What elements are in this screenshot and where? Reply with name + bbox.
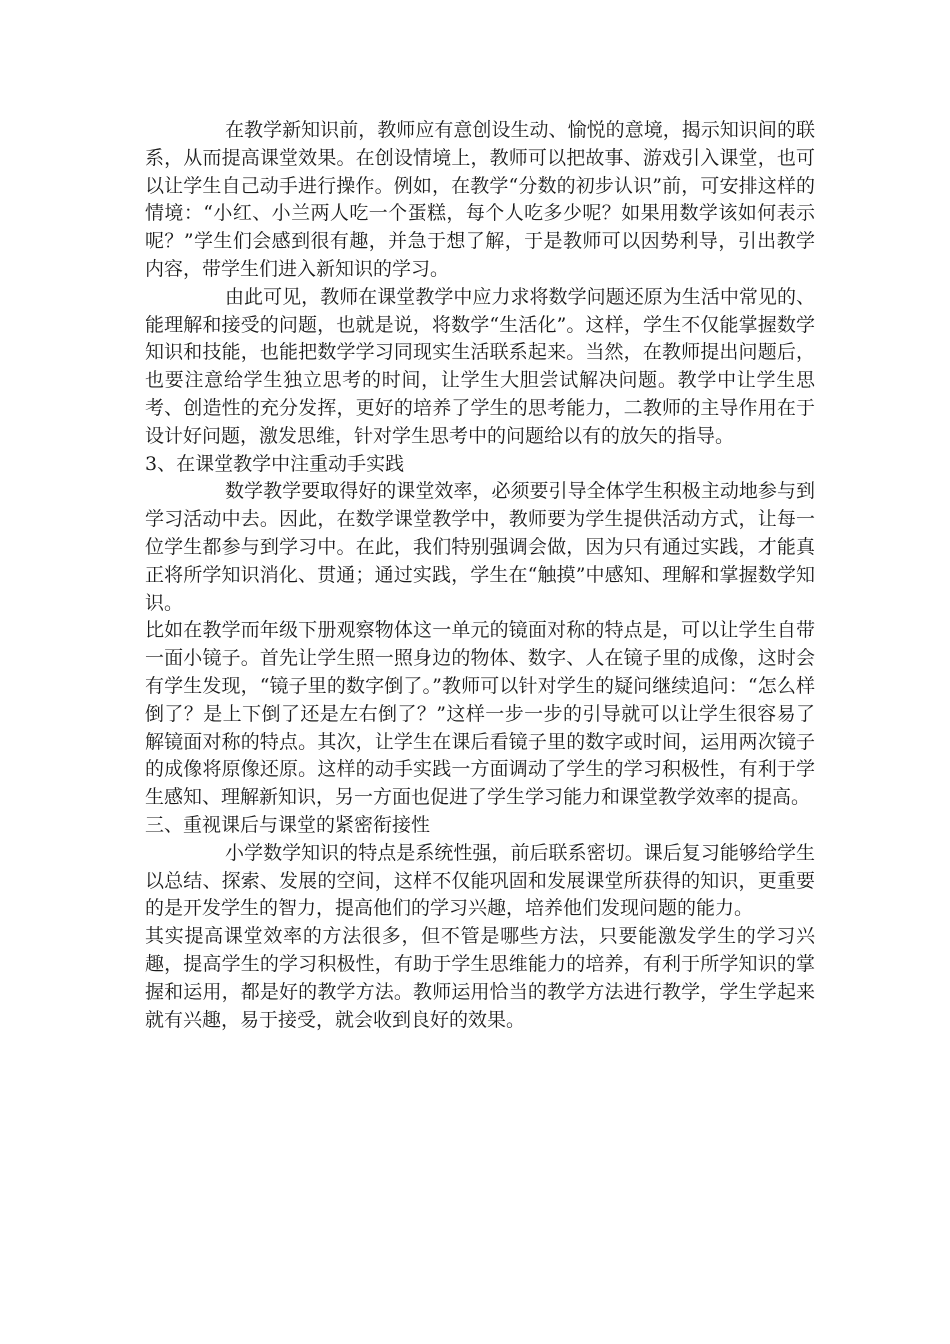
heading-after-class: 三、重视课后与课堂的紧密衔接性 bbox=[145, 813, 431, 836]
paragraph-life-math: 由此可见，教师在课堂教学中应力求将数学问题还原为生活中常见的、能理解和接受的问题，也就是说，将数学“生活化”。这样，学生不仅能掌握数学知识和技能，也能把数学学习同现实生活联系起来。当然，在教师提出问题后，也要注意给学生独立思考的时间，让学生大胆尝试解决问题。教学中让学生思考、创造性的充分发挥，更好的培养了学生的思考能力，二教师的主导作用在于设计好问题，激发思维，针对学生思考中的问题给以有的放矢的指导。 bbox=[145, 285, 815, 447]
paragraph-scenario: 在教学新知识前，教师应有意创设生动、愉悦的意境，揭示知识间的联系，从而提高课堂效果。在创设情境上，教师可以把故事、游戏引入课堂，也可以让学生自己动手进行操作。例如，在教学“分数的初步认识”前，可安排这样的情境：“小红、小兰两人吃一个蛋糕，每个人吃多少呢？如果用数学该如何表示呢？”学生们会感到很有趣，并急于想了解，于是教师可以因势利导，引出教学内容，带学生们进入新知识的学习。 bbox=[145, 119, 815, 280]
paragraph-review: 小学数学知识的特点是系统性强，前后联系密切。课后复习能够给学生以总结、探索、发展的空间，这样不仅能巩固和发展课堂所获得的知识，更重要的是开发学生的智力，提高他们的学习兴趣，培养他们发现问题的能力。 bbox=[145, 841, 815, 920]
paragraph-mirror-example: 比如在教学而年级下册观察物体这一单元的镜面对称的特点是，可以让学生自带一面小镜子。首先让学生照一照身边的物体、数字、人在镜子里的成像，这时会有学生发现，“镜子里的数字倒了。”教师可以针对学生的疑问继续追问：“怎么样倒了？是上下倒了还是左右倒了？”这样一步一步的引导就可以让学生很容易了解镜面对称的特点。其次，让学生在课后看镜子里的数字或时间，运用两次镜子的成像将原像还原。这样的动手实践一方面调动了学生的学习积极性，有利于学生感知、理解新知识，另一方面也促进了学生学习能力和课堂教学效率的提高。 bbox=[145, 619, 815, 809]
heading-hands-on-practice: 3、在课堂教学中注重动手实践 bbox=[145, 452, 405, 475]
document-body bbox=[145, 117, 815, 1034]
paragraph-practice: 数学教学要取得好的课堂效率，必须要引导全体学生积极主动地参与到学习活动中去。因此，在数学课堂教学中，教师要为学生提供活动方式，让每一位学生都参与到学习中。在此，我们特别强调会做，因为只有通过实践，才能真正将所学知识消化、贯通；通过实践，学生在“触摸”中感知、理解和掌握数学知识。 bbox=[145, 480, 815, 614]
paragraph-conclusion: 其实提高课堂效率的方法很多，但不管是哪些方法，只要能激发学生的学习兴趣，提高学生的学习积极性，有助于学生思维能力的培养，有利于所学知识的掌握和运用，都是好的教学方法。教师运用恰当的教学方法进行教学，学生学起来就有兴趣，易于接受，就会收到良好的效果。 bbox=[145, 925, 815, 1031]
